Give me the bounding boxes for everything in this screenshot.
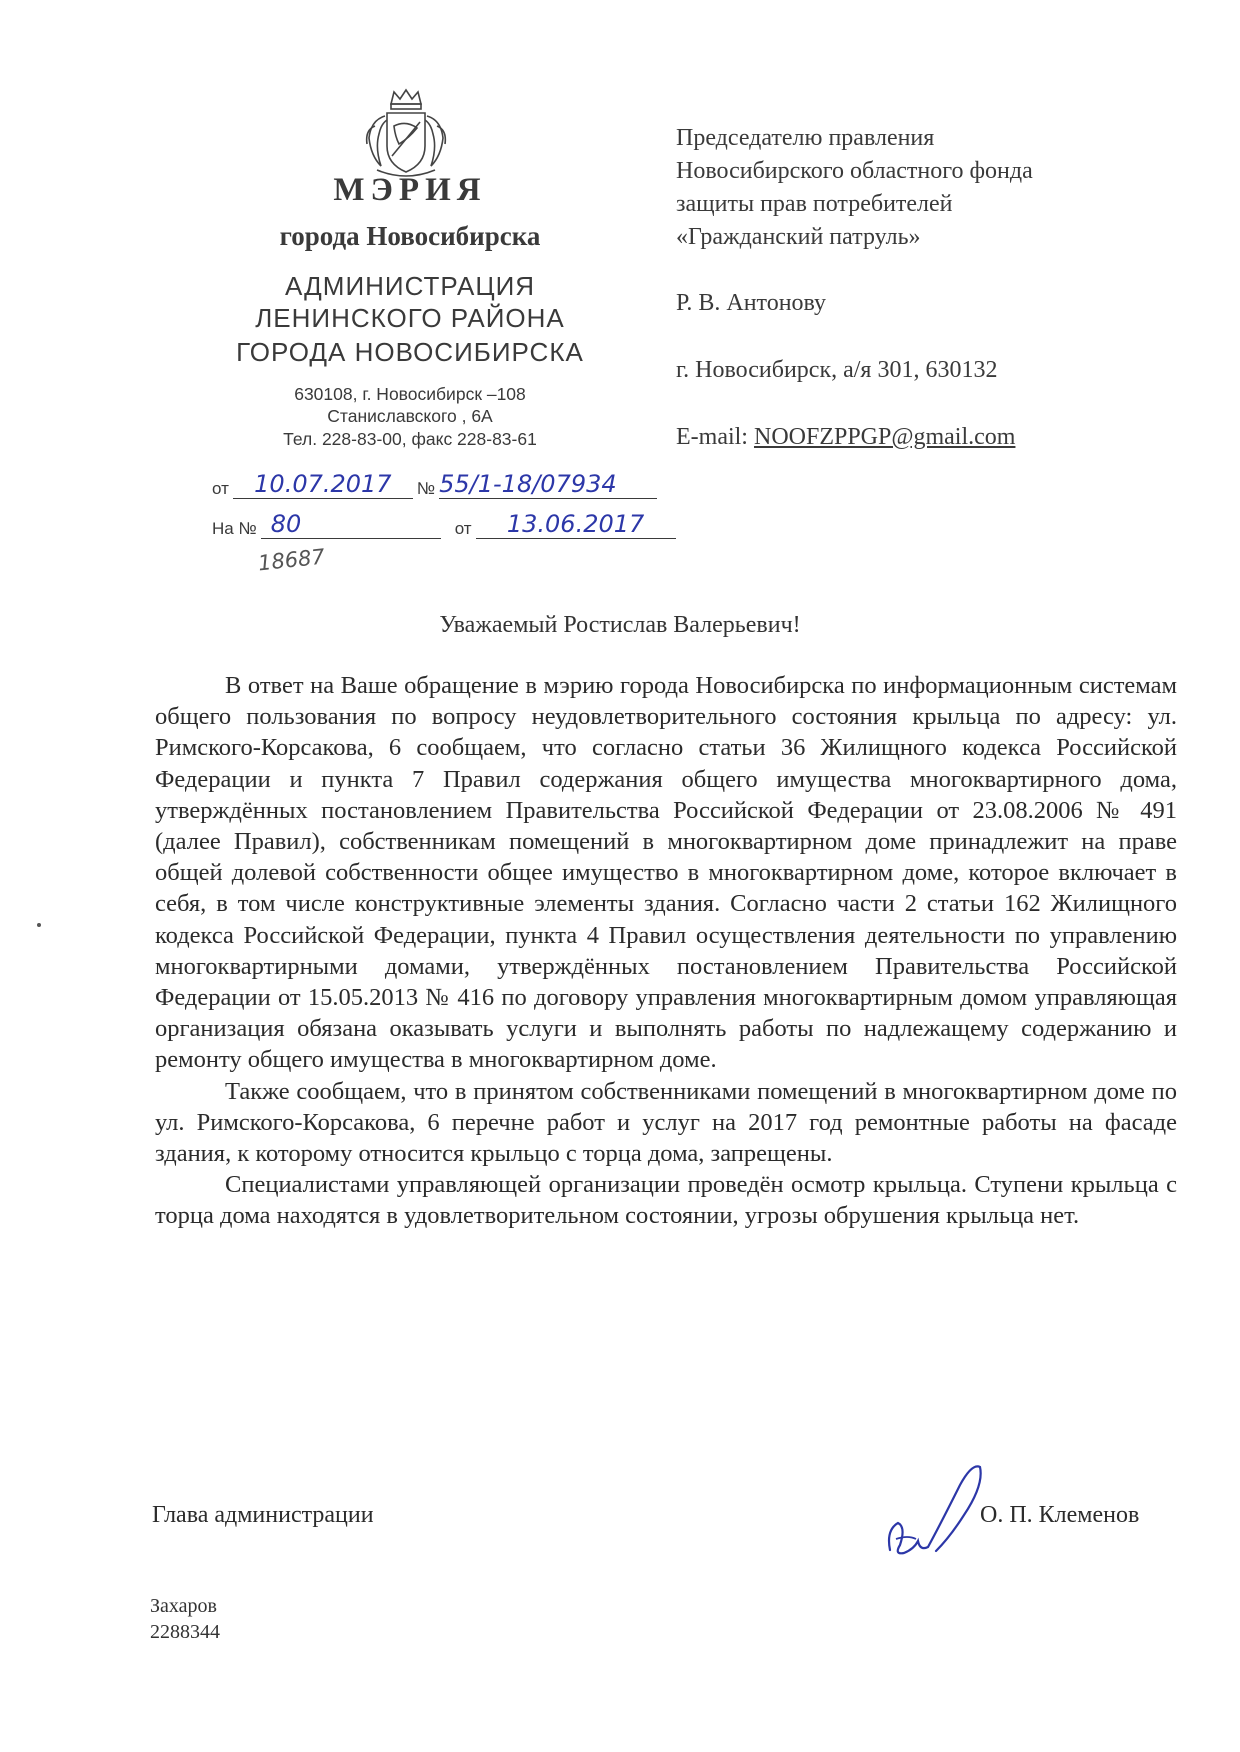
paragraph-2: Также сообщаем, что в принятом собственниками помещений в многоквартирном доме по ул. Римского-Корсакова, 6 перечне работ и услуг на 2017 год ремонтные работы на фасаде здания, к которому относится крыльцо с торца дома, запрещены. <box>155 1077 1177 1168</box>
reg-number-label: № <box>416 479 436 498</box>
handwritten-signature <box>880 1455 990 1565</box>
addressee-line-4: «Гражданский патруль» <box>676 224 921 250</box>
salutation: Уважаемый Ростислав Валерьевич! <box>439 612 801 638</box>
registration-line <box>212 470 657 499</box>
paragraph-1: В ответ на Ваше обращение в мэрию города Новосибирска по информационным системам общего пользования по вопросу неудовлетворительного состояния крыльца по адресу: ул. Римского-Корсакова, 6 сообщаем, что согласно статьи 36 Жилищного кодекса Российской Федерации и пункта 7 Правил содержания общего имущества многоквартирного дома, утверждённых постановлением Правительства Российской Федерации от 23.08.2006 № 491 (далее Правил), собственникам помещений в многоквартирном доме принадлежит на праве общей долевой собственности общее имущество в многоквартирном доме, которое включает в себя, в том числе конструктивные элементы здания. Согласно части 2 статьи 162 Жилищного кодекса Российской Федерации, пункта 4 Правил осуществления деятельности по управлению многоквартирными домами, утверждённых постановлением Правительства Российской Федерации от 15.05.2013 № 416 по договору управления многоквартирным домом управляющая организация обязана оказывать услуги и выполнять работы по надлежащему содержанию и ремонту общего имущества в многоквартирном доме. <box>155 672 1177 1074</box>
reg-from-label: от <box>212 479 229 498</box>
reg-number: 55/1-18/07934 <box>439 470 657 499</box>
admin-line-1: АДМИНИСТРАЦИЯ <box>284 271 536 301</box>
admin-line-3: ГОРОДА НОВОСИБИРСКА <box>236 337 584 367</box>
addressee-line-1: Председателю правления <box>676 125 935 151</box>
addressee-email-row <box>676 421 1015 453</box>
executor-block <box>150 1593 220 1645</box>
addressee-postal: г. Новосибирск, а/я 301, 630132 <box>676 357 998 383</box>
org-address-line-1: 630108, г. Новосибирск –108 <box>294 384 526 404</box>
scan-speck <box>37 923 41 927</box>
reply-date: 13.06.2017 <box>476 510 676 539</box>
executor-phone: 2288344 <box>150 1621 220 1643</box>
reply-line <box>212 510 676 539</box>
org-name-city: города Новосибирска <box>279 221 541 251</box>
signatory-name: О. П. Клеменов <box>980 1502 1140 1528</box>
org-contacts: Тел. 228-83-00, факс 228-83-61 <box>283 429 537 449</box>
reply-to-number: 80 <box>261 510 441 539</box>
reg-date: 10.07.2017 <box>233 470 413 499</box>
addressee-line-3: защиты прав потребителей <box>676 191 953 217</box>
executor-name: Захаров <box>150 1595 217 1617</box>
addressee-name: Р. В. Антонову <box>676 290 827 316</box>
reply-to-label: На № <box>212 519 257 538</box>
email-link[interactable]: NOOFZPPGP@gmail.com <box>753 424 1016 450</box>
email-label: E-mail: <box>676 424 748 450</box>
city-coat-of-arms-icon <box>361 86 451 182</box>
paragraph-3: Специалистами управляющей организации проведён осмотр крыльца. Ступени крыльца с торца дома находятся в удовлетворительном состоянии, угрозы обрушения крыльца нет. <box>155 1171 1177 1230</box>
letter-body <box>155 670 1177 1232</box>
org-address-line-2: Станиславского , 6А <box>327 406 493 426</box>
admin-line-2: ЛЕНИНСКОГО РАЙОНА <box>255 303 565 333</box>
signatory-position: Глава администрации <box>152 1502 374 1528</box>
addressee-line-2: Новосибирского областного фонда <box>676 158 1033 184</box>
org-name-meriya: МЭРИЯ <box>333 172 487 208</box>
incoming-number: 18687 <box>256 544 326 576</box>
reply-from-label: от <box>454 519 472 538</box>
